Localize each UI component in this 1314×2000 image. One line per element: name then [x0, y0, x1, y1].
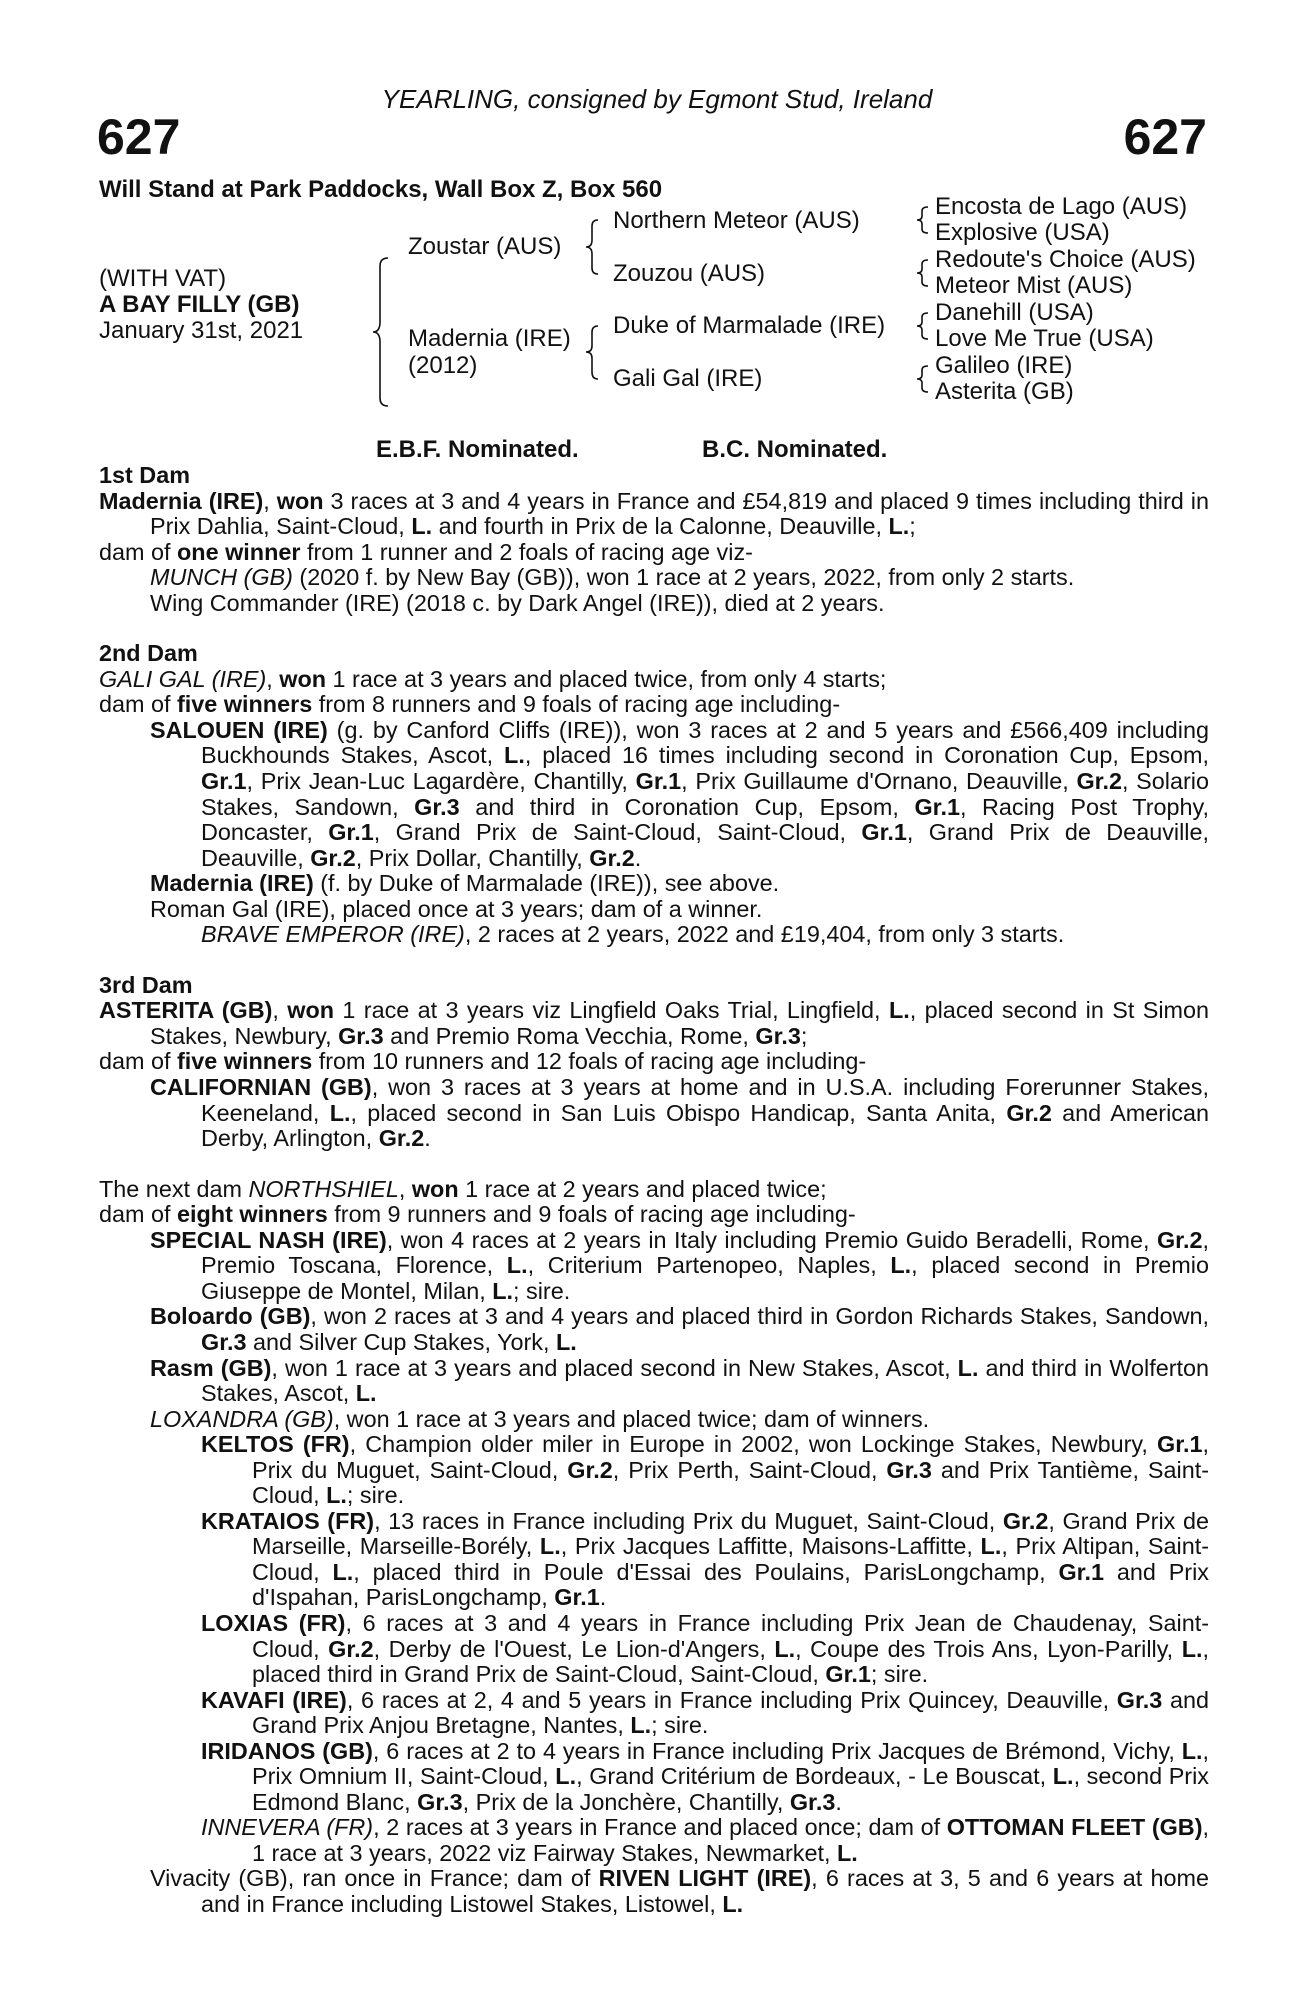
produce-munch: MUNCH (GB) (2020 f. by New Bay (GB)), won 1 race at 2 years, 2022, from only 2 starts. — [150, 564, 1075, 591]
produce-keltos: KELTOS (FR), Champion older miler in Europe in 2002, won Lockinge Stakes, Newbury, Gr.1, Prix du Muguet, Saint-Cloud, Gr.2, Prix Perth, Saint-Cloud, Gr.3 and Prix Tantième, Saint-Cloud, L.; sire. — [201, 1431, 1210, 1509]
produce-loxandra: LOXANDRA (GB), won 1 race at 3 years and placed twice; dam of winners. — [150, 1405, 930, 1432]
consignment-line: YEARLING, consigned by Egmont Stud, Ireland — [381, 84, 933, 114]
great-granddam-3: Love Me True (USA) — [935, 325, 1154, 352]
bracket-dam — [586, 326, 598, 379]
produce-roman-gal: Roman Gal (IRE), placed once at 3 years; dam of a winner. — [150, 895, 763, 922]
first-dam-record: Madernia (IRE), won 3 races at 3 and 4 years in France and £54,819 and placed 9 times including third in Prix Dahlia, Saint-Cloud, L. and fourth in Prix de la Calonne, Deauville, L.; — [99, 487, 1209, 540]
produce-special-nash: SPECIAL NASH (IRE), won 4 races at 2 years in Italy including Premio Guido Beradelli, Rome, Gr.2, Premio Toscana, Florence, L., Criterium Partenopeo, Naples, L., placed second in Premio Giuseppe de Montel, Milan, L.; sire. — [150, 1226, 1209, 1304]
second-dam-record: GALI GAL (IRE), won 1 race at 3 years and placed twice, from only 4 starts; — [99, 665, 887, 692]
stand-location: Will Stand at Park Paddocks, Wall Box Z, Box 560 — [99, 176, 663, 203]
second-dam-produce-summary: dam of five winners from 8 runners and 9 foals of racing age including- — [99, 691, 841, 718]
ebf-nominated: E.B.F. Nominated. — [376, 436, 579, 463]
sire-sire: Northern Meteor (AUS) — [613, 207, 860, 234]
produce-krataios: KRATAIOS (FR), 13 races in France including Prix du Muguet, Saint-Cloud, Gr.2, Grand Prix de Marseille, Marseille-Borély, L., Prix Jacques Laffitte, Maisons-Laffitte, L., Prix Altipan, Saint-Cloud, L., placed third in Poule d'Essai des Poulains, ParisLongchamp, Gr.1 and Prix d'Ispahan, ParisLongchamp, Gr.1. — [201, 1507, 1210, 1611]
first-dam-heading: 1st Dam — [99, 462, 191, 488]
sire-dam: Zouzou (AUS) — [613, 260, 766, 287]
sire: Zoustar (AUS) — [408, 233, 562, 260]
dam-sire: Duke of Marmalade (IRE) — [613, 312, 886, 339]
produce-californian: CALIFORNIAN (GB), won 3 races at 3 years at home and in U.S.A. including Forerunner Stakes, Keeneland, L., placed second in San Luis Obispo Handicap, Santa Anita, Gr.2 and American Derby, Arlington, Gr.2. — [150, 1074, 1210, 1152]
bracket-g1 — [917, 207, 928, 233]
great-grandsire-3: Danehill (USA) — [935, 299, 1094, 326]
second-dam-heading: 2nd Dam — [99, 640, 198, 667]
produce-brave-emperor: BRAVE EMPEROR (IRE), 2 races at 2 years, 2022 and £19,404, from only 3 starts. — [201, 921, 1065, 948]
produce-madernia: Madernia (IRE) (f. by Duke of Marmalade (IRE)), see above. — [150, 870, 780, 897]
bracket-main — [373, 258, 388, 406]
bracket-g3 — [917, 313, 928, 339]
lot-number-left: 627 — [97, 109, 181, 165]
produce-salouen: SALOUEN (IRE) (g. by Canford Cliffs (IRE)), won 3 races at 2 and 5 years and £566,409 including Buckhounds Stakes, Ascot, L., placed 16 times including second in Coronation Cup, Epsom, Gr.1, Prix Jean-Luc Lagardère, Chantilly, Gr.1, Prix Guillaume d'Ornano, Deauville, Gr.2, Solario Stakes, Sandown, Gr.3 and third in Coronation Cup, Epsom, Gr.1, Racing Post Trophy, Doncaster, Gr.1, Grand Prix de Saint-Cloud, Saint-Cloud, Gr.1, Grand Prix de Deauville, Deauville, Gr.2, Prix Dollar, Chantilly, Gr.2. — [150, 716, 1210, 871]
produce-kavafi: KAVAFI (IRE), 6 races at 2, 4 and 5 years in France including Prix Quincey, Deauville, Gr.3 and Grand Prix Anjou Bretagne, Nantes, L.; sire. — [201, 1686, 1209, 1739]
third-dam-produce-summary: dam of five winners from 10 runners and 12 foals of racing age including- — [99, 1048, 867, 1075]
produce-loxias: LOXIAS (FR), 6 races at 3 and 4 years in France including Prix Jean de Chaudenay, Saint-Cloud, Gr.2, Derby de l'Ouest, Le Lion-d'Angers, L., Coupe des Trois Ans, Lyon-Parilly, L., placed third in Grand Prix de Saint-Cloud, Saint-Cloud, Gr.1; sire. — [201, 1609, 1209, 1688]
lot-number-right: 627 — [1123, 109, 1207, 165]
dam-year: (2012) — [408, 352, 478, 379]
next-dam-record: The next dam NORTHSHIEL, won 1 race at 2 years and placed twice; — [99, 1175, 827, 1202]
produce-wing-commander: Wing Commander (IRE) (2018 c. by Dark Angel (IRE)), died at 2 years. — [150, 589, 885, 616]
vat-note: (WITH VAT) — [99, 265, 227, 292]
third-dam-heading: 3rd Dam — [99, 971, 193, 998]
great-grandsire-1: Encosta de Lago (AUS) — [935, 193, 1188, 220]
great-granddam-4: Asterita (GB) — [935, 378, 1074, 405]
great-grandsire-4: Galileo (IRE) — [935, 352, 1073, 379]
next-dam-produce-summary: dam of eight winners from 9 runners and 9 foals of racing age including- — [99, 1201, 856, 1228]
bracket-sire — [586, 220, 598, 274]
produce-vivacity: Vivacity (GB), ran once in France; dam of RIVEN LIGHT (IRE), 6 races at 3, 5 and 6 years at home and in France including Listowel Stakes, Listowel, L. — [150, 1865, 1209, 1917]
great-granddam-1: Explosive (USA) — [935, 219, 1110, 246]
produce-innevera: INNEVERA (FR), 2 races at 3 years in France and placed once; dam of OTTOMAN FLEET (GB), 1 race at 3 years, 2022 viz Fairway Stakes, Newmarket, L. — [201, 1814, 1209, 1866]
bracket-g2 — [917, 260, 928, 286]
first-dam-produce-summary: dam of one winner from 1 runner and 2 foals of racing age viz- — [99, 538, 753, 565]
dam-dam: Gali Gal (IRE) — [613, 365, 763, 392]
produce-iridanos: IRIDANOS (GB), 6 races at 2 to 4 years in France including Prix Jacques de Brémond, Vichy, L., Prix Omnium II, Saint-Cloud, L., Grand Critérium de Bordeaux, - Le Bouscat, L., second Prix Edmond Blanc, Gr.3, Prix de la Jonchère, Chantilly, Gr.3. — [201, 1737, 1209, 1815]
great-grandsire-2: Redoute's Choice (AUS) — [935, 246, 1196, 273]
third-dam-record: ASTERITA (GB), won 1 race at 3 years viz Lingfield Oaks Trial, Lingfield, L., placed second in St Simon Stakes, Newbury, Gr.3 and Premio Roma Vecchia, Rome, Gr.3; — [99, 997, 1210, 1049]
catalogue-body — [99, 463, 1209, 1918]
produce-rasm: Rasm (GB), won 1 race at 3 years and placed second in New Stakes, Ascot, L. and third in Wolferton Stakes, Ascot, L. — [150, 1354, 1210, 1407]
bracket-g4 — [917, 366, 928, 392]
produce-boloardo: Boloardo (GB), won 2 races at 3 and 4 years and placed third in Gordon Richards Stakes, Sandown, Gr.3 and Silver Cup Stakes, York, L. — [150, 1303, 1209, 1355]
horse-name: A BAY FILLY (GB) — [99, 291, 300, 318]
dam: Madernia (IRE) — [408, 325, 571, 352]
bc-nominated: B.C. Nominated. — [702, 436, 888, 463]
horse-dob: January 31st, 2021 — [99, 317, 304, 344]
great-granddam-2: Meteor Mist (AUS) — [935, 272, 1133, 299]
